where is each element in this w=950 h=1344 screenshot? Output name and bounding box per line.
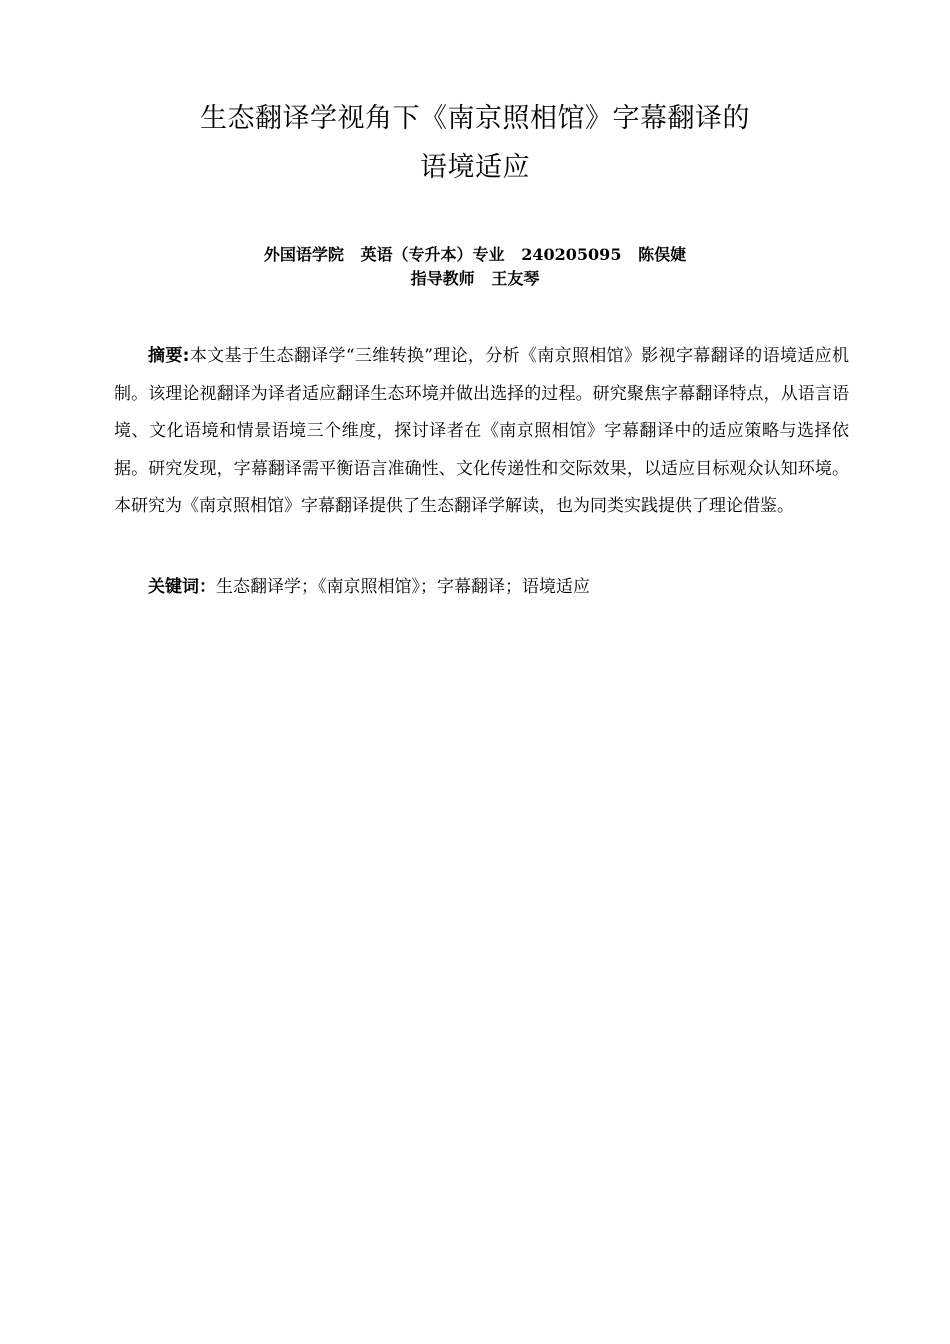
abstract-text: 本文基于生态翻译学“三维转换”理论，分析《南京照相馆》影视字幕翻译的语境适应机制。该理论视翻译为译者适应翻译生态环境并做出选择的过程。研究聚焦字幕翻译特点，从语言语境、文化语境和情景语境三个维度，探讨译者在《南京照相馆》字幕翻译中的适应策略与选择依据。研究发现，字幕翻译需平衡语言准确性、文化传递性和交际效果，以适应目标观众认知环境。本研究为《南京照相馆》字幕翻译提供了生态翻译学解读，也为同类实践提供了理论借鉴。 xyxy=(114,346,849,516)
advisor-info: 指导教师 王友琴 xyxy=(410,269,540,288)
abstract-label: 摘要: xyxy=(148,346,190,366)
abstract-paragraph xyxy=(114,338,849,526)
keywords-text: 生态翻译学；《南京照相馆》；字幕翻译；语境适应 xyxy=(216,577,590,597)
keywords-line xyxy=(148,574,590,600)
author-info: 外国语学院 英语（专升本）专业 240205095 陈俣婕 xyxy=(263,245,687,264)
paper-title-line-2: 语境适应 xyxy=(420,152,530,183)
paper-title-line-1: 生态翻译学视角下《南京照相馆》字幕翻译的 xyxy=(200,103,750,134)
keywords-label: 关键词： xyxy=(148,577,216,597)
